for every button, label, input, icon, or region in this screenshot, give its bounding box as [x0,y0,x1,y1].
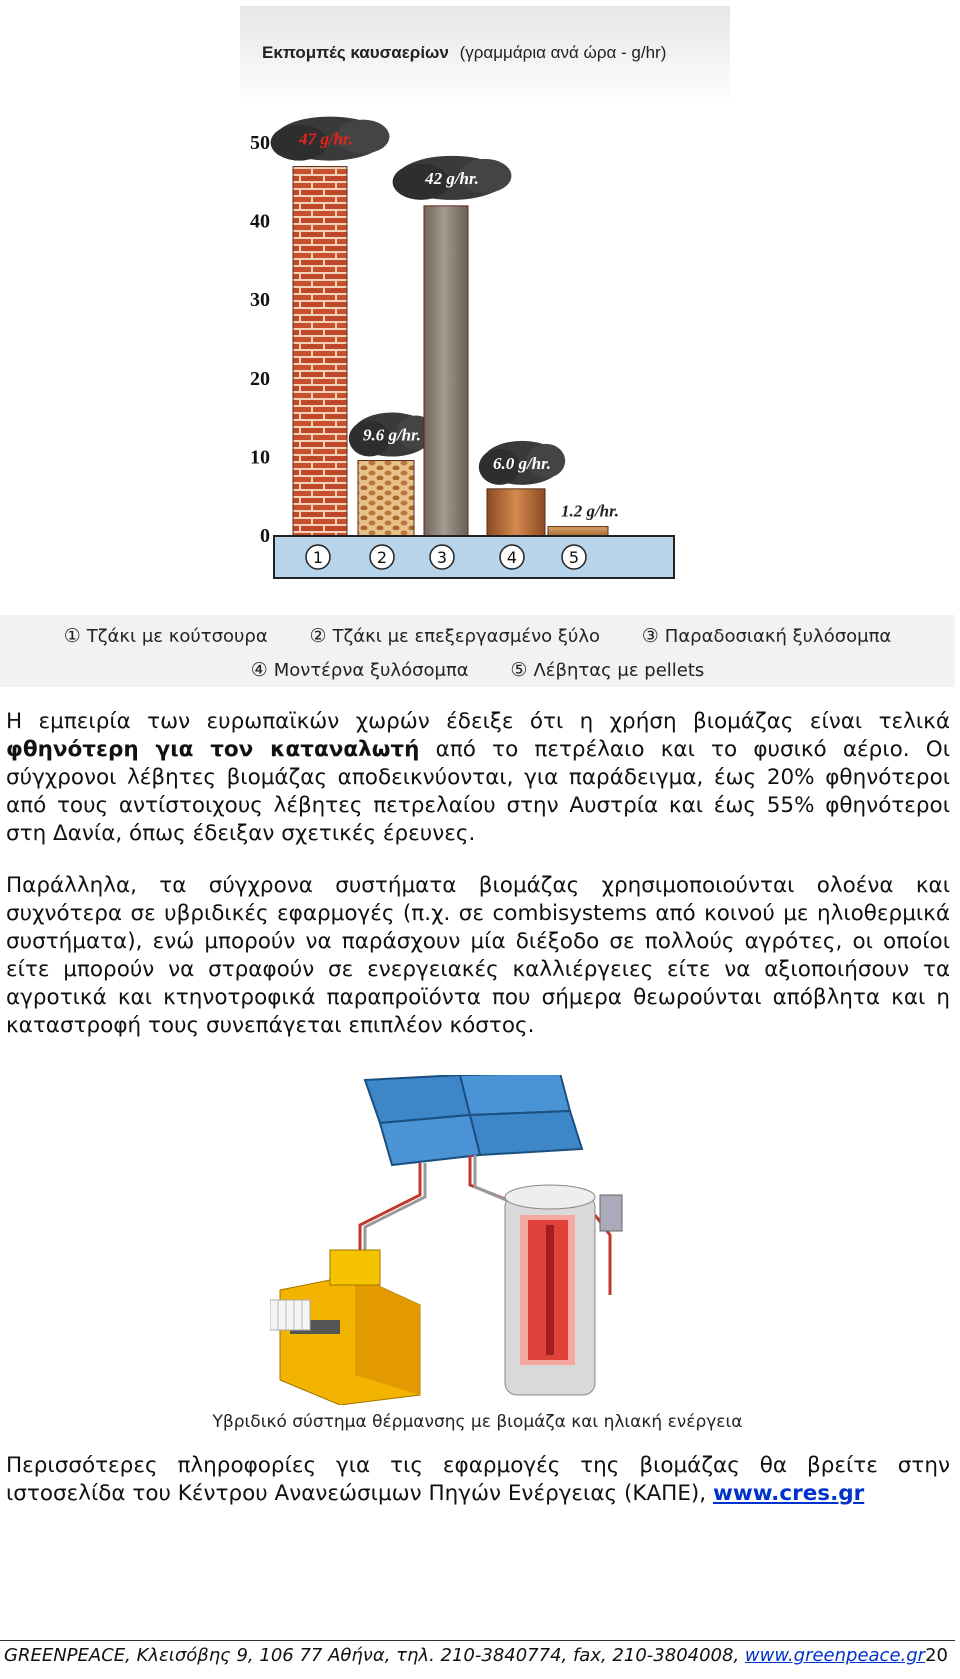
footer-text: GREENPEACE, Κλεισόβης 9, 106 77 Αθήνα, τηλ. 210-3840774, fax, 210-3804008, [4,1645,745,1666]
chart-title-text [262,43,666,62]
legend-num: ① [63,625,81,647]
emissions-chart [0,0,960,600]
bar-4 [487,489,545,536]
radiator-icon [270,1300,310,1330]
chart-subtitle: (γραμμάρια ανά ώρα - g/hr) [459,43,667,62]
control-box-icon [600,1195,622,1231]
legend-item-2 [309,626,600,647]
paragraph-more-info [6,1452,950,1508]
legend-num: ② [309,625,327,647]
illustration-caption: Υβριδικό σύστημα θέρμανσης με βιομάζα και ηλιακή ενέργεια [212,1412,743,1432]
y-tick-label: 50 [250,132,270,154]
legend-item-5 [510,660,704,681]
para1-bold: φθηνότερη για τον καταναλωτή [6,737,420,762]
legend-text: Μοντέρνα ξυλόσομπα [273,660,469,681]
y-tick-label: 20 [250,367,270,390]
legend-num: ③ [641,625,659,647]
legend-text: Τζάκι με κούτσουρα [86,626,268,647]
y-axis [250,132,270,547]
legend-text: Παραδοσιακή ξυλόσομπα [664,626,892,647]
chart-base [274,536,674,578]
category-label: 5 [568,548,580,567]
legend-item-4 [251,660,469,681]
bar-1 [293,167,347,536]
cres-link[interactable]: www.cres.gr [712,1481,865,1506]
y-tick-label: 40 [250,210,270,233]
paragraph-cost [6,708,950,848]
legend-text: Τζάκι με επεξεργασμένο ξύλο [332,626,600,647]
bar-5 [548,527,608,536]
para1-text-start: Η εμπειρία των ευρωπαϊκών χωρών έδειξε ότι η χρήση βιομάζας είναι τελικά [6,709,950,734]
legend-row-2 [0,659,955,681]
storage-tank-icon [505,1185,595,1395]
solar-panel-icon [365,1075,582,1165]
bar-value-label: 1.2 g/hr. [560,501,620,521]
legend-row-1 [0,625,955,647]
category-label: 2 [376,548,388,567]
emissions-chart-svg [0,0,960,600]
para1-text-end: από το πετρέλαιο και το φυσικό αέριο. Οι σύγχρονοι λέβητες βιομάζας αποδεικνύονται, για παράδειγμα, έως 20% φθηνότεροι από τους αντίστοιχους λέβητες πετρελαίου στην Αυστρία και έως 55% φθηνότεροι στη Δανία, όπως έδειξαν σχετικές έρευνες. [6,737,950,846]
footer-divider [0,1640,955,1641]
bar-value-label: 47 g/hr. [299,129,353,149]
bars-group [271,117,619,536]
y-tick-label: 0 [260,525,270,547]
chart-title: Εκπομπές καυσαερίων [262,43,449,62]
category-label: 3 [436,548,448,567]
greenpeace-link[interactable]: www.greenpeace.gr [744,1645,926,1666]
hybrid-heating-illustration [270,1075,670,1405]
legend-item-1 [64,626,268,647]
bar-value-label: 9.6 g/hr. [362,425,422,445]
legend-item-3 [642,626,892,647]
bar-3 [424,206,468,536]
category-label: 1 [312,548,324,567]
y-tick-label: 30 [250,289,270,312]
legend-num: ⑤ [510,659,528,681]
legend-num: ④ [250,659,268,681]
bar-value-label: 42 g/hr. [425,168,479,188]
page-number: 20 [925,1645,948,1666]
para3-text: Περισσότερες πληροφορίες για τις εφαρμογές της βιομάζας θα βρείτε στην ιστοσελίδα του Κέντρου Ανανεώσιμων Πηγών Ενέργειας (ΚΑΠΕ), [6,1453,950,1506]
category-label: 4 [506,548,518,567]
legend-text: Λέβητας με pellets [533,660,705,681]
paragraph-hybrid: Παράλληλα, τα σύγχρονα συστήματα βιομάζας χρησιμοποιούνται ολοένα και συχνότερα σε υβριδικές εφαρμογές (π.χ. σε combisystems από κοινού με ηλιοθερμικά συστήματα), ενώ μπορούν να παράσχουν μία διέξοδο σε πολλούς αγρότες, οι οποίοι είτε μπορούν να στραφούν σε ενεργειακές καλλιέργειες είτε να αξιοποιήσουν τα αγροτικά και κτηνοτροφικά παραπροϊόντα που σήμερα θεωρούνται απόβλητα και η καταστροφή τους συνεπάγεται επιπλέον κόστος. [6,873,950,1038]
bar-2 [358,461,414,536]
chart-legend [0,615,955,687]
bar-value-label: 6.0 g/hr. [492,453,552,473]
page-footer [4,1645,948,1666]
y-tick-label: 10 [250,446,270,469]
